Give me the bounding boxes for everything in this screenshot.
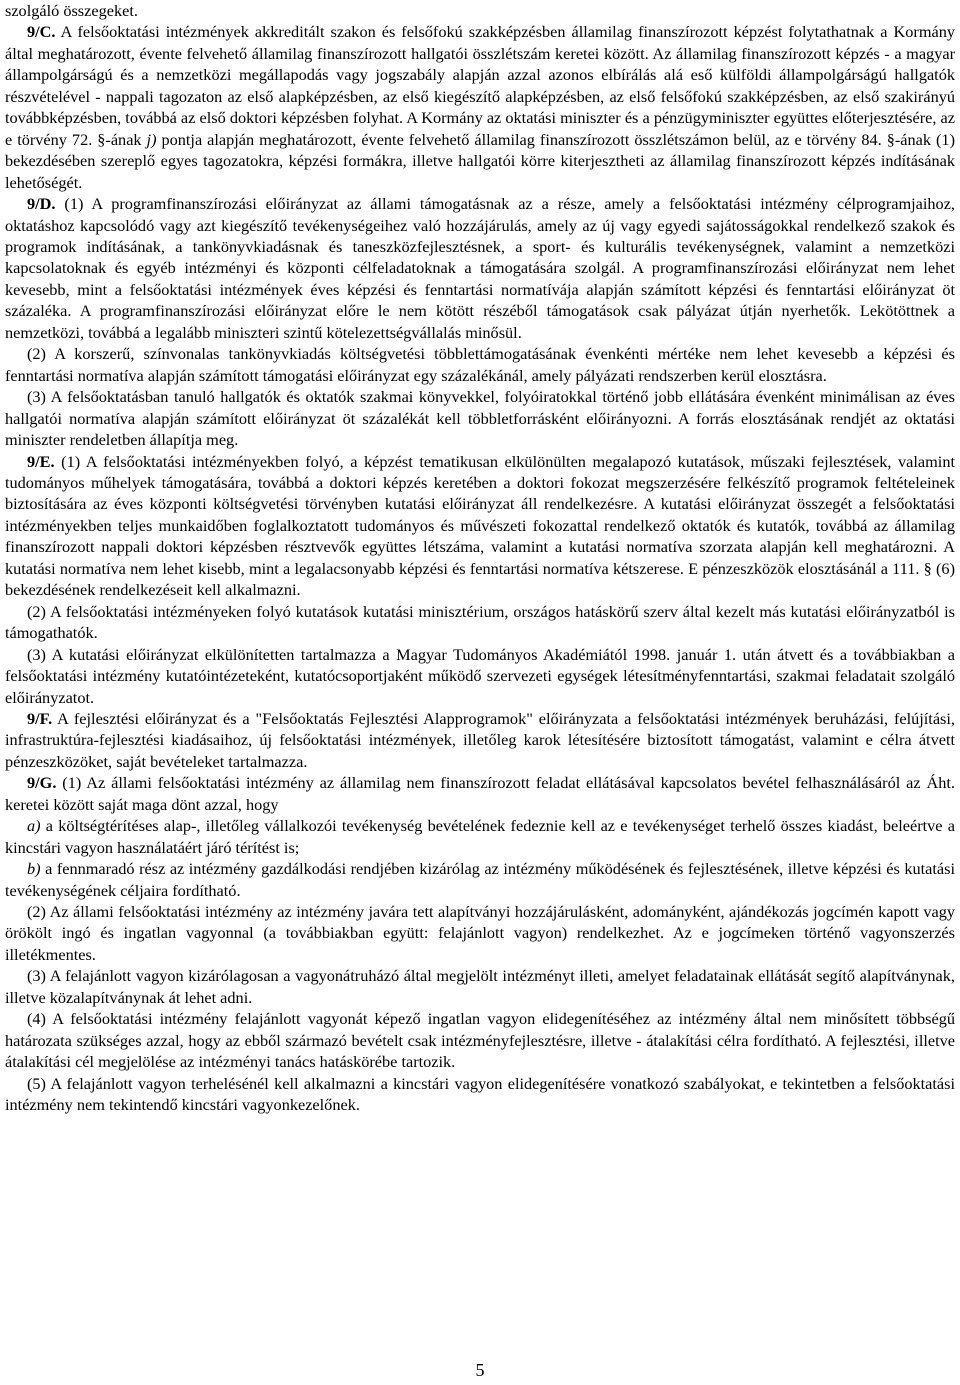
section-9g-item-a-text: a költségtérítéses alap-, illetőleg vállalkozói tevékenység bevételének fedeznie kell az e tevékenységet terhelő összes kiadást, beleértve a kincstári vagyon használatáért járó térítést is; — [5, 816, 955, 857]
page-number: 5 — [475, 1360, 485, 1380]
section-9f — [5, 708, 955, 772]
section-9g-p4: (4) A felsőoktatási intézmény felajánlott vagyonát képező ingatlan vagyon elidegenítéséhez az intézmény által nem minősített többségű határozata szükséges azzal, hogy az ebből származó bevételt csak intézményfejlesztésre, illetve - átalakítási célra fordítható. A fejlesztési, illetve átalakítási cél megjelölése az intézményi tanács hatáskörébe tartozik. — [5, 1009, 955, 1072]
section-9g-item-b — [5, 858, 955, 901]
section-9d — [5, 193, 955, 343]
intro-tail: szolgáló összegeket. — [5, 1, 138, 20]
section-9c-text-after: pontja alapján meghatározott, évente felvehető államilag finanszírozott összlétszámon belül, az e törvény 84. §-ának (1) bekezdésében szereplő egyes tagozatokra, képzési formákra, illetve hallgatói körre kiterjesztheti az államilag finanszírozott képzés indításának lehetőségét. — [5, 129, 955, 192]
section-9g — [5, 772, 955, 815]
section-9g-label: 9/G. — [27, 773, 57, 793]
section-9e-p2: (2) A felsőoktatási intézményeken folyó kutatások kutatási minisztérium, országos hatáskörű szerv által kezelt más kutatási előirányzatból is támogathatók. — [5, 601, 955, 643]
section-9e-p3: (3) A kutatási előirányzat elkülönítetten tartalmazza a Magyar Tudományos Akadémiától 1998. január 1. után átvett és a továbbiakban a felsőoktatási intézmény kutatóintézeteként, kutatócsoportjaként működő szervezeti egységek létesítményfenntartási, szakmai feladatait szolgáló előirányzatot. — [5, 644, 955, 707]
section-9g-p1: (1) Az állami felsőoktatási intézmény az államilag nem finanszírozott feladat ellátásával kapcsolatos bevétel felhasználásáról az Áht. keretei között saját maga dönt azzal, hogy — [5, 773, 955, 814]
section-9c — [5, 21, 955, 193]
section-9g-item-b-text: a fennmaradó rész az intézmény gazdálkodási rendjében kizárólag az intézmény működésének és fejlesztésének, illetve képzési és kutatási tevékenységének céljaira fordítható. — [5, 859, 955, 900]
section-9f-label: 9/F. — [27, 708, 53, 728]
section-9c-text: A felsőoktatási intézmények akkreditált szakon és felsőfokú szakképzésben államilag finanszírozott képzést folytathatnak a Kormány által meghatározott, évente felvehető államilag finanszírozott hallgatói összlétszám keretei között. Az államilag finanszírozott képzés - a magyar állampolgárságú és a nemzetközi megállapodás vagy jogszabály alapján azzal azonos elbírálás alá eső külföldi állampolgárságú hallgatók részvételével - nappali tagozaton az első alapképzésben, az első kiegészítő alapképzésben, az első felsőfokú szakképzésben, az első szakirányú továbbképzésben, továbbá az első doktori képzésben folyhat. A Kormány az oktatási miniszter és a pénzügyminiszter együttes előterjesztésére, az e törvény 72. §-ának — [5, 22, 955, 149]
section-9d-label: 9/D. — [27, 194, 56, 214]
section-9d-p1: (1) A programfinanszírozási előirányzat az állami támogatásnak az a része, amely a felsőoktatási intézmény célprogramjaihoz, oktatáshoz kapcsolódó vagy azt kiegészítő tevékenységeihez való hozzájárulás, amely az új vagy egyedi sajátosságokkal rendelkező szakok és programok indításának, a tankönyvkiadásnak és taneszközfejlesztésnek, a sport- és kulturális tevékenységnek, valamint a nemzetközi kapcsolatoknak és egyéb intézményi és központi célfeladatoknak a támogatására szolgál. A programfinanszírozási előirányzat nem lehet kevesebb, mint a felsőoktatási intézmények éves képzési és fenntartási normatívája alapján számított képzési és fenntartási előirányzat öt százaléka. A programfinanszírozási előirányzat előre le nem kötött részéből támogatások csak pályázat útján nyerhetők. Lekötöttnek a nemzetközi, továbbá a legalább miniszteri szintű kötelezettségvállalás minősül. — [5, 194, 955, 342]
section-9f-text: A fejlesztési előirányzat és a "Felsőoktatás Fejlesztési Alapprogramok" előirányzata a felsőoktatási intézmények beruházási, felújítási, infrastruktúra-fejlesztési kiadásaihoz, új felsőoktatási intézmények, illetőleg karok létesítésére biztosított támogatást, valamint e célra átvett pénzeszközöket, saját bevételeket tartalmazza. — [5, 708, 955, 771]
section-9d-p3: (3) A felsőoktatásban tanuló hallgatók és oktatók szakmai könyvekkel, folyóiratokkal történő jobb ellátására évenként minimálisan az éves hallgatói normatíva alapján számított előirányzat öt százalékát kell többletforrásként előirányozni. A forrás elosztásának rendjét az oktatási miniszter rendeletben állapítja meg. — [5, 387, 955, 450]
section-9g-p5: (5) A felajánlott vagyon terhelésénél kell alkalmazni a kincstári vagyon elidegenítésére vonatkozó szabályokat, e tekintetben a felsőoktatási intézmény nem tekintendő kincstári vagyonkezelőnek. — [5, 1073, 955, 1115]
document-page — [5, 0, 955, 1116]
section-9g-item-a — [5, 815, 955, 858]
section-9e — [5, 451, 955, 601]
section-9g-item-a-label: a) — [27, 816, 41, 836]
section-9g-p3: (3) A felajánlott vagyon kizárólagosan a vagyonátruházó által megjelölt intézményt illeti, amelyet feladatainak ellátását segítő alapítványnak, illetve közalapítványnak át lehet adni. — [5, 966, 955, 1007]
section-9g-p2: (2) Az állami felsőoktatási intézmény az intézmény javára tett alapítványi hozzájárulásként, adományként, ajándékozás jogcímén kapott vagy örökölt ingó és ingatlan vagyonnal (a továbbiakban együtt: felajánlott vagyon) rendelkezhet. Az e jogcímeken történő vagyonszerzés illetékmentes. — [5, 902, 955, 964]
section-9c-italic-j: j) — [146, 129, 157, 149]
section-9e-label: 9/E. — [27, 451, 55, 471]
section-9d-p2: (2) A korszerű, színvonalas tankönyvkiadás költségvetési többlettámogatásának évenkénti mértéke nem lehet kevesebb a képzési és fenntartási normatíva alapján számított támogatási előirányzat egy százalékánál, amely pályázati rendszerben kerül elosztásra. — [5, 344, 955, 385]
section-9e-p1: (1) A felsőoktatási intézményekben folyó, a képzést tematikusan elkülönülten megalapozó kutatások, műszaki fejlesztések, valamint tudományos műhelyek támogatására, továbbá a doktori képzés keretében a doktori fokozat megszerzésére felkészítő programok feltételeinek biztosítására az éves központi költségvetési törvényben kutatási előirányzat áll rendelkezésre. A kutatási előirányzat összegét a felsőoktatási intézményekben teljes munkaidőben foglalkoztatott tudományos és művészeti fokozattal rendelkező oktatók és kutatók, továbbá az államilag finanszírozott nappali doktori képzésben résztvevők együttes létszáma, valamint a kutatási normatíva szorzata alapján kell meghatározni. A kutatási normatíva nem lehet kisebb, mint a legalacsonyabb képzési és fenntartási normatíva kétszerese. E pénzeszközök elosztásánál a 111. § (6) bekezdésének rendelkezéseit kell alkalmazni. — [5, 451, 955, 600]
section-9c-label: 9/C. — [27, 22, 56, 42]
section-9g-item-b-label: b) — [27, 859, 41, 879]
